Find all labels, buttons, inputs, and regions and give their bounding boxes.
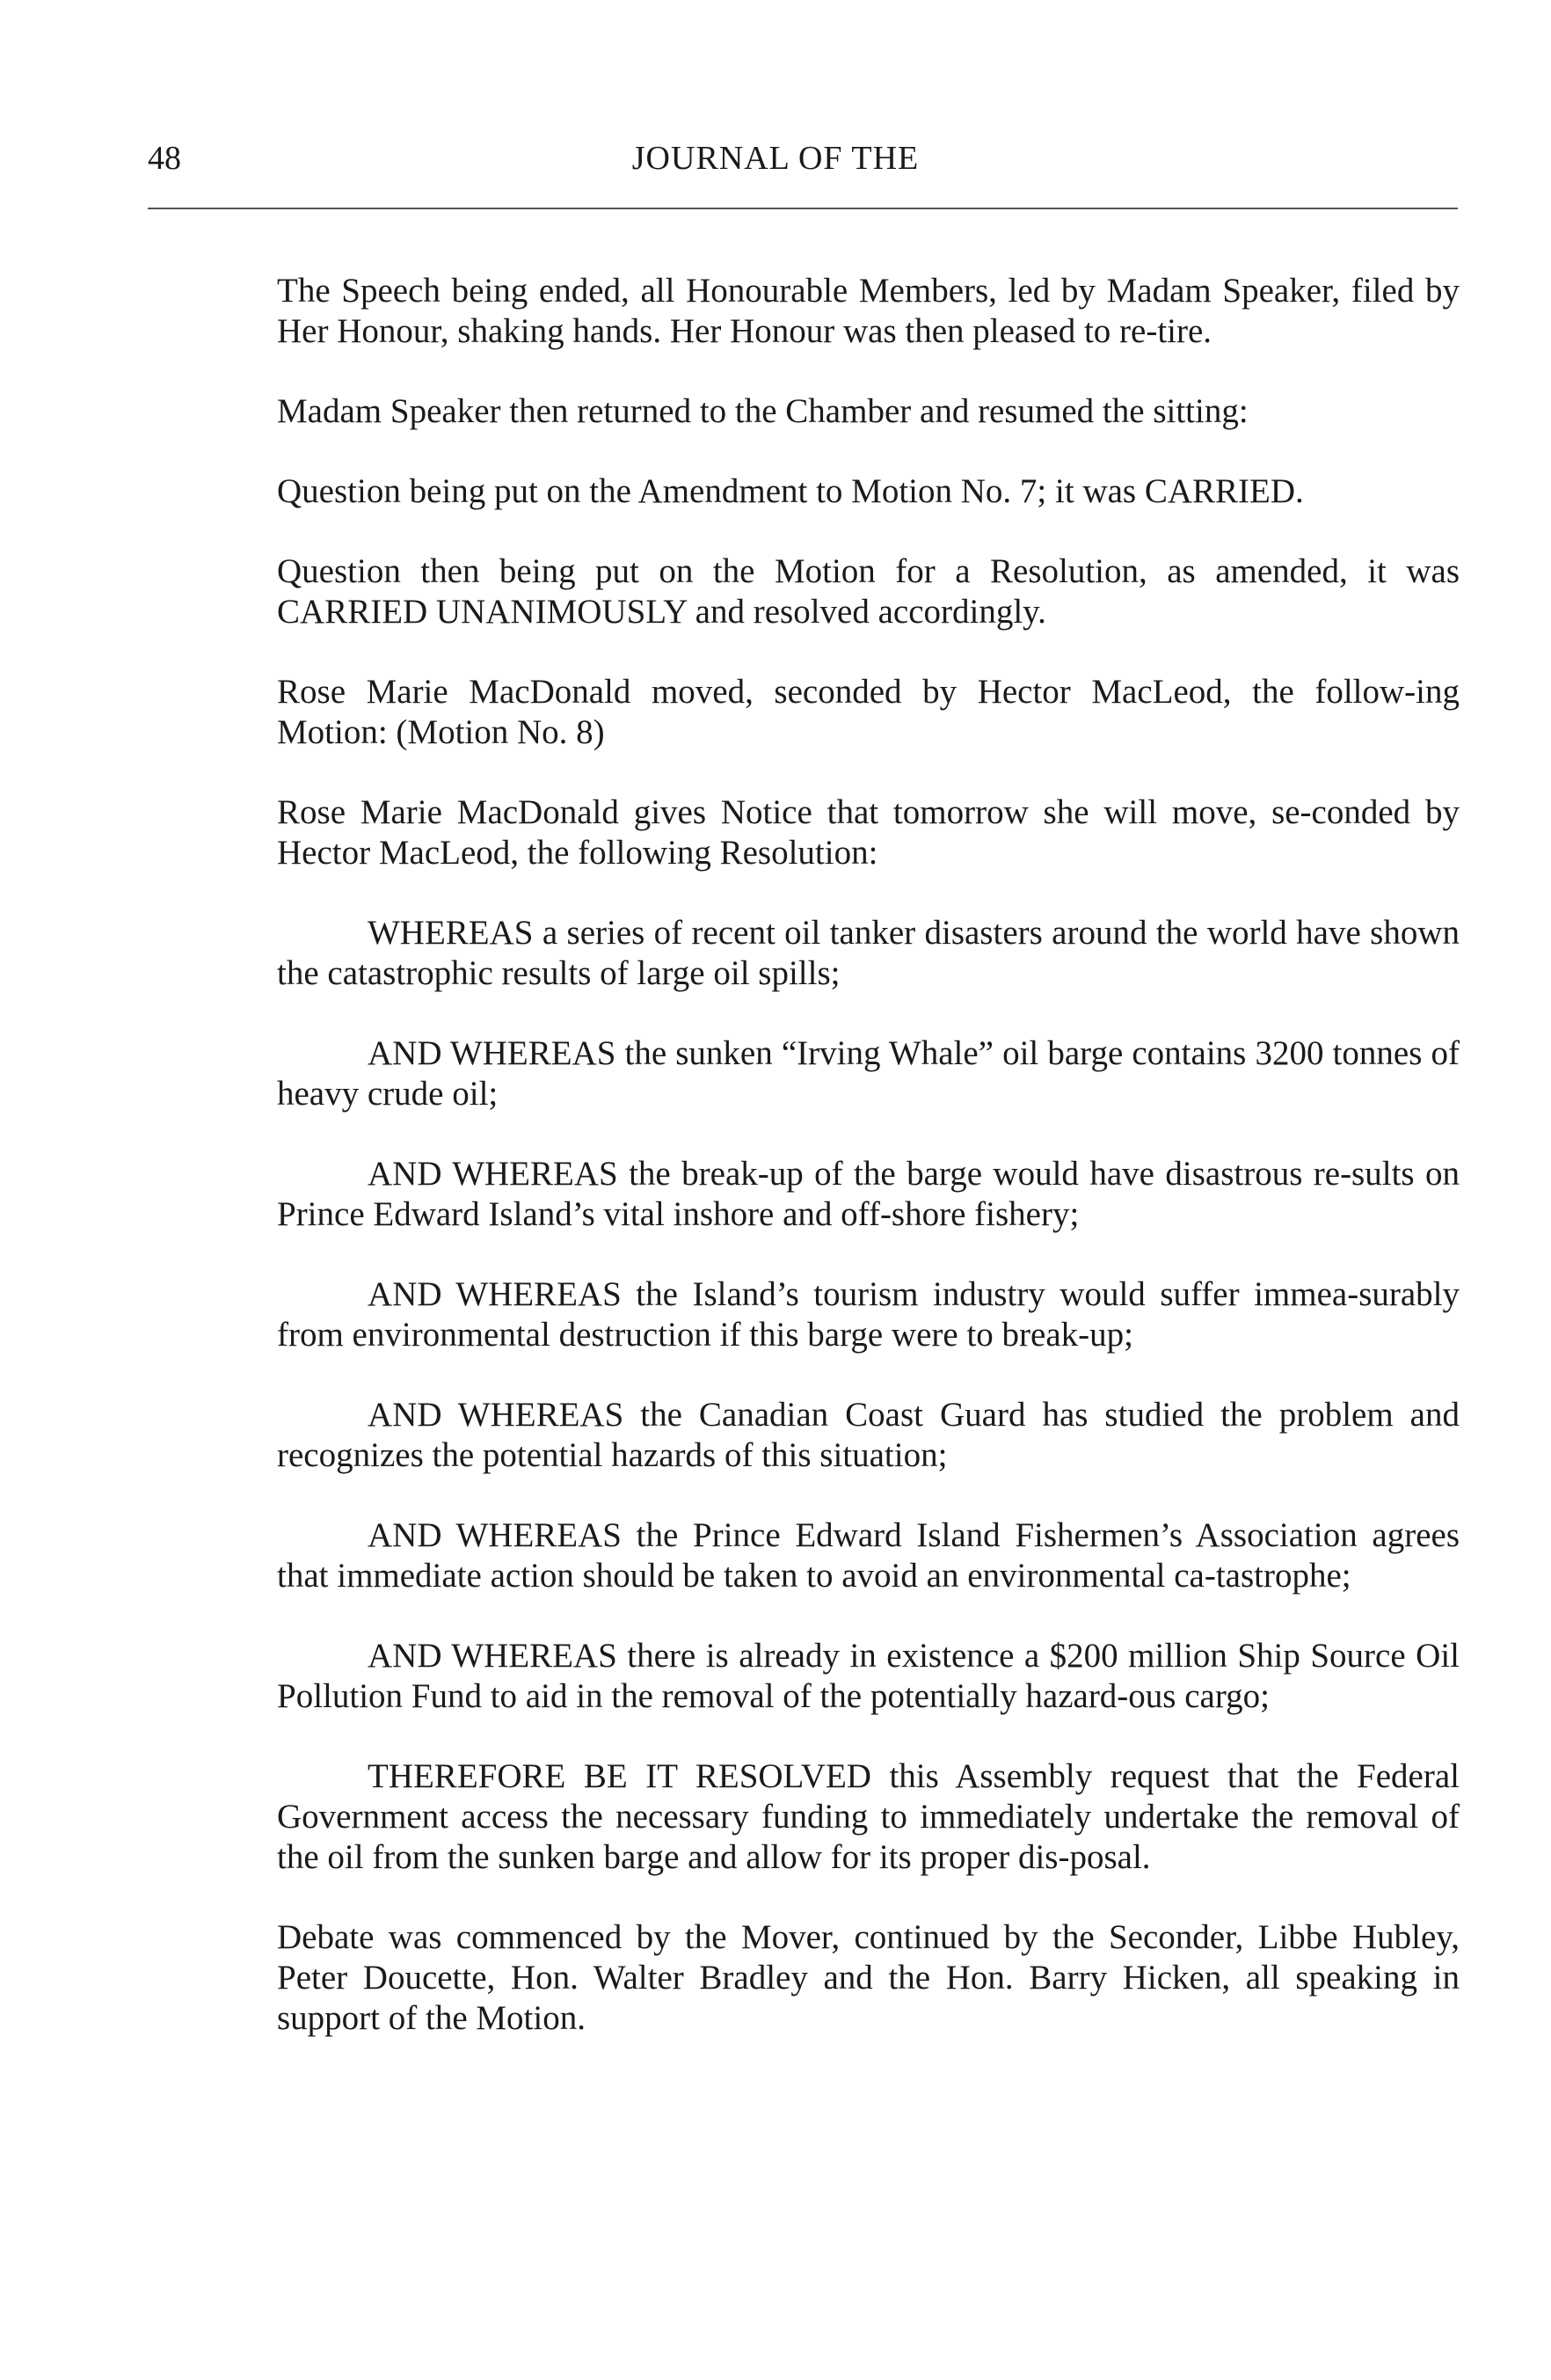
header-rule (148, 208, 1458, 209)
paragraph-amendment-carried: Question being put on the Amendment to Motion No. 7; it was CARRIED. (277, 472, 1304, 510)
paragraph-resolution-carried: Question then being put on the Motion for a Resolution, as amended, it was CARRIED UNANIMOUSLY and resolved accordingly. (277, 552, 1460, 631)
page-number: 48 (148, 140, 181, 177)
whereas-clause-1: WHEREAS a series of recent oil tanker disasters around the world have shown the catastrophic results of large oil spills; (277, 914, 1460, 992)
running-head-title: JOURNAL OF THE (631, 140, 920, 177)
journal-body (277, 271, 1460, 2078)
whereas-clause-6: AND WHEREAS the Prince Edward Island Fishermen’s Association agrees that immediate action should be taken to avoid an environmental ca-tastrophe; (277, 1516, 1460, 1595)
whereas-clause-3: AND WHEREAS the break-up of the barge would have disastrous re-sults on Prince Edward Island’s vital inshore and off-shore fishery; (277, 1155, 1460, 1233)
whereas-clause-5: AND WHEREAS the Canadian Coast Guard has studied the problem and recognizes the potential hazards of this situation; (277, 1396, 1460, 1474)
whereas-clause-4: AND WHEREAS the Island’s tourism industry would suffer immea-surably from environmental destruction if this barge were to break-up; (277, 1275, 1460, 1354)
paragraph-debate: Debate was commenced by the Mover, continued by the Seconder, Libbe Hubley, Peter Doucette, Hon. Walter Bradley and the Hon. Barry Hicken, all speaking in support of the Motion. (277, 1918, 1460, 2037)
paragraph-speaker-returned: Madam Speaker then returned to the Chamber and resumed the sitting: (277, 392, 1249, 430)
paragraph-speech-ended: The Speech being ended, all Honourable Members, led by Madam Speaker, filed by Her Honour, shaking hands. Her Honour was then pleased to re-tire. (277, 272, 1460, 350)
paragraph-notice: Rose Marie MacDonald gives Notice that tomorrow she will move, se-conded by Hector MacLeod, the following Resolution: (277, 793, 1460, 872)
whereas-clause-7: AND WHEREAS there is already in existence a $200 million Ship Source Oil Pollution Fund to aid in the removal of the potentially hazard-ous cargo; (277, 1637, 1460, 1715)
resolved-clause: THEREFORE BE IT RESOLVED this Assembly request that the Federal Government access the necessary funding to immediately undertake the removal of the oil from the sunken barge and allow for its proper dis-posal. (277, 1757, 1460, 1876)
whereas-clause-2: AND WHEREAS the sunken “Irving Whale” oil barge contains 3200 tonnes of heavy crude oil; (277, 1034, 1460, 1113)
paragraph-motion-8: Rose Marie MacDonald moved, seconded by Hector MacLeod, the follow-ing Motion: (Motion No. 8) (277, 673, 1460, 751)
